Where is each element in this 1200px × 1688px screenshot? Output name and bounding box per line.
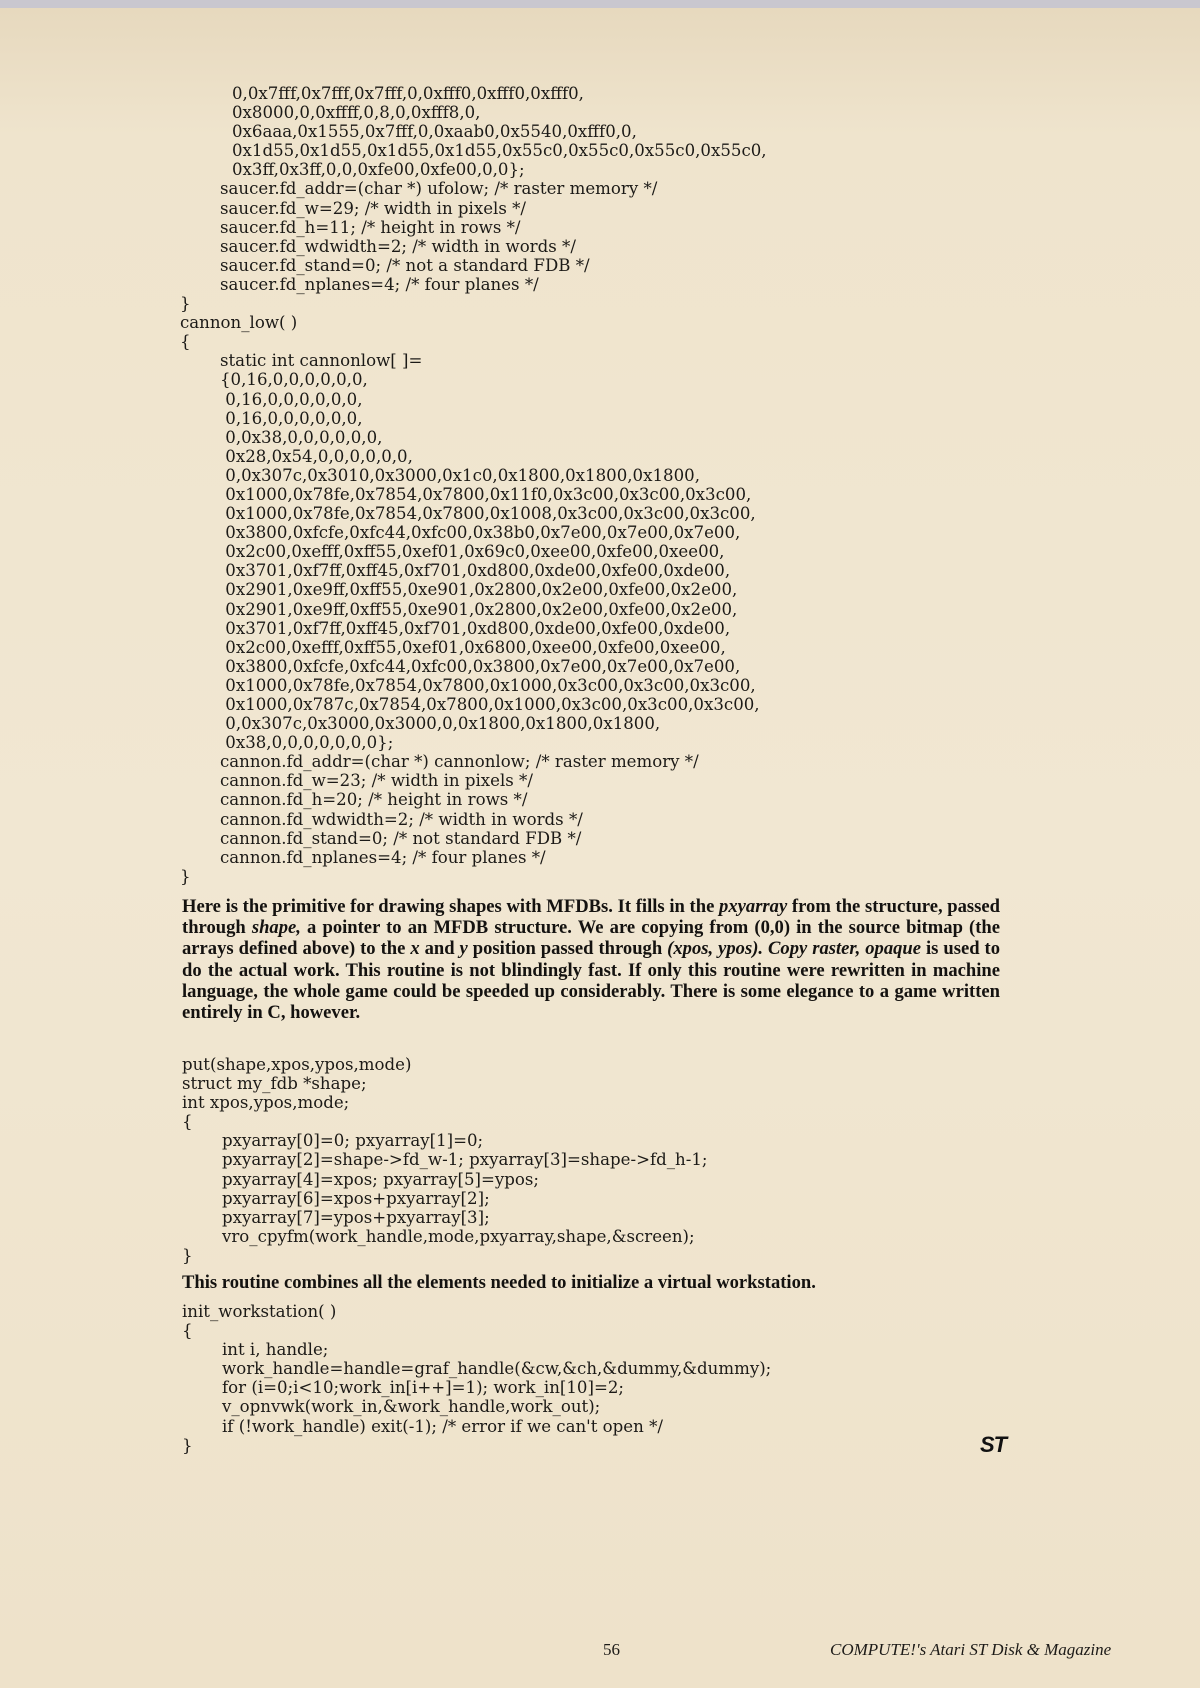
code-line: } — [180, 294, 191, 314]
code-line: 0,0x38,0,0,0,0,0,0, — [220, 427, 383, 447]
paragraph-put-routine: Here is the primitive for drawing shapes with MFDBs. It fills in the pxyarray from the structure, passed through shape, a pointer to an MFDB structure. We are copying from (0,0) in the source bitmap (the arrays defined above) to the x and y position passed through (xpos, ypos). Copy raster, opaque is used to do the actual work. This routine is not blindingly fast. If only this routine were rewritten in machine language, the whole game could be speeded up considerably. There is some elegance to a game written entirely in C, however. — [182, 896, 1001, 1024]
code-line: 0x2901,0xe9ff,0xff55,0xe901,0x2800,0x2e00,0xfe00,0x2e00, — [220, 580, 738, 600]
code-line: 0x28,0x54,0,0,0,0,0,0, — [220, 446, 413, 466]
scan-edge — [0, 0, 1200, 8]
magazine-title: COMPUTE!'s Atari ST Disk & Magazine — [830, 1640, 1112, 1659]
code-line: saucer.fd_nplanes=4; /* four planes */ — [220, 274, 539, 294]
code-line: cannon.fd_h=20; /* height in rows */ — [220, 790, 528, 810]
code-line: 0x38,0,0,0,0,0,0,0}; — [220, 733, 394, 753]
code-line: 0x2c00,0xefff,0xff55,0xef01,0x6800,0xee00,0xfe00,0xee00, — [220, 637, 726, 657]
code-line: static int cannonlow[ ]= — [220, 351, 423, 371]
code-line: int i, handle; — [222, 1340, 329, 1360]
code-line: 0,16,0,0,0,0,0,0, — [220, 408, 363, 428]
code-line: 0x1000,0x78fe,0x7854,0x7800,0x11f0,0x3c00,0x3c00,0x3c00, — [220, 484, 752, 504]
code-line: } — [182, 1435, 193, 1455]
code-line: 0x1000,0x78fe,0x7854,0x7800,0x1008,0x3c00,0x3c00,0x3c00, — [220, 504, 756, 524]
code-line: cannon.fd_w=23; /* width in pixels */ — [220, 771, 533, 791]
code-line: 0x3ff,0x3ff,0,0,0xfe00,0xfe00,0,0}; — [232, 160, 525, 180]
code-line: 0x2c00,0xefff,0xff55,0xef01,0x69c0,0xee00,0xfe00,0xee00, — [220, 542, 725, 562]
code-listing-sprite-data — [180, 84, 767, 886]
code-line: pxyarray[0]=0; pxyarray[1]=0; — [222, 1131, 484, 1151]
code-line: 0x3701,0xf7ff,0xff45,0xf701,0xd800,0xde00,0xfe00,0xde00, — [220, 618, 731, 638]
code-line: { — [182, 1112, 193, 1132]
code-line: 0,0x7fff,0x7fff,0x7fff,0,0xfff0,0xfff0,0xfff0, — [232, 84, 584, 103]
code-line: v_opnvwk(work_in,&work_handle,work_out); — [222, 1397, 601, 1417]
code-line: 0x2901,0xe9ff,0xff55,0xe901,0x2800,0x2e00,0xfe00,0x2e00, — [220, 599, 738, 619]
code-line: saucer.fd_stand=0; /* not a standard FDB */ — [220, 255, 590, 275]
code-line: saucer.fd_addr=(char *) ufolow; /* raster memory */ — [220, 179, 658, 199]
code-line: 0,16,0,0,0,0,0,0, — [220, 389, 363, 409]
code-line: {0,16,0,0,0,0,0,0, — [220, 370, 368, 390]
code-line: struct my_fdb *shape; — [182, 1074, 367, 1094]
code-line: saucer.fd_w=29; /* width in pixels */ — [220, 198, 527, 218]
code-line: 0x1d55,0x1d55,0x1d55,0x1d55,0x55c0,0x55c0,0x55c0,0x55c0, — [232, 141, 767, 161]
code-line: 0x1000,0x78fe,0x7854,0x7800,0x1000,0x3c00,0x3c00,0x3c00, — [220, 675, 756, 695]
code-listing-put-function — [182, 1055, 707, 1265]
code-line: cannon.fd_addr=(char *) cannonlow; /* raster memory */ — [220, 752, 699, 772]
code-line: if (!work_handle) exit(-1); /* error if we can't open */ — [222, 1416, 663, 1436]
code-line: int xpos,ypos,mode; — [182, 1093, 350, 1113]
code-line: put(shape,xpos,ypos,mode) — [182, 1055, 412, 1074]
code-line: saucer.fd_h=11; /* height in rows */ — [220, 217, 521, 237]
code-line: 0x8000,0,0xffff,0,8,0,0xfff8,0, — [232, 103, 481, 123]
code-line: cannon.fd_nplanes=4; /* four planes */ — [220, 847, 546, 867]
code-line: { — [180, 332, 191, 352]
end-of-article-st-logo: ST — [980, 1432, 1007, 1457]
code-line: cannon.fd_wdwidth=2; /* width in words */ — [220, 809, 583, 829]
page-number: 56 — [603, 1640, 620, 1659]
code-line: pxyarray[6]=xpos+pxyarray[2]; — [222, 1188, 490, 1208]
code-line: 0x3800,0xfcfe,0xfc44,0xfc00,0x38b0,0x7e00,0x7e00,0x7e00, — [220, 523, 741, 543]
code-line: 0x3800,0xfcfe,0xfc44,0xfc00,0x3800,0x7e00,0x7e00,0x7e00, — [220, 656, 741, 676]
code-line: init_workstation( ) — [182, 1302, 337, 1321]
paragraph-init-workstation: This routine combines all the elements needed to initialize a virtual workstation. — [182, 1272, 816, 1293]
code-line: cannon.fd_stand=0; /* not standard FDB */ — [220, 828, 582, 848]
code-line: saucer.fd_wdwidth=2; /* width in words */ — [220, 236, 576, 256]
code-line: } — [180, 866, 191, 886]
code-line: cannon_low( ) — [180, 313, 298, 333]
code-line: 0x1000,0x787c,0x7854,0x7800,0x1000,0x3c00,0x3c00,0x3c00, — [220, 695, 760, 714]
code-line: { — [182, 1321, 193, 1341]
code-line: 0,0x307c,0x3010,0x3000,0x1c0,0x1800,0x1800,0x1800, — [220, 465, 700, 485]
code-listing-init-workstation — [182, 1302, 771, 1455]
code-line: 0x3701,0xf7ff,0xff45,0xf701,0xd800,0xde00,0xfe00,0xde00, — [220, 561, 731, 581]
code-line: for (i=0;i<10;work_in[i++]=1); work_in[10]=2; — [222, 1378, 625, 1398]
code-line: pxyarray[4]=xpos; pxyarray[5]=ypos; — [222, 1169, 540, 1189]
code-line: pxyarray[7]=ypos+pxyarray[3]; — [222, 1207, 490, 1227]
code-line: } — [182, 1245, 193, 1265]
code-line: pxyarray[2]=shape->fd_w-1; pxyarray[3]=shape->fd_h-1; — [222, 1150, 708, 1170]
code-line: 0x6aaa,0x1555,0x7fff,0,0xaab0,0x5540,0xfff0,0, — [232, 122, 637, 142]
code-line: 0,0x307c,0x3000,0x3000,0,0x1800,0x1800,0x1800, — [220, 714, 661, 734]
code-line: vro_cpyfm(work_handle,mode,pxyarray,shape,&screen); — [222, 1226, 695, 1246]
code-line: work_handle=handle=graf_handle(&cw,&ch,&dummy,&dummy); — [222, 1359, 772, 1379]
